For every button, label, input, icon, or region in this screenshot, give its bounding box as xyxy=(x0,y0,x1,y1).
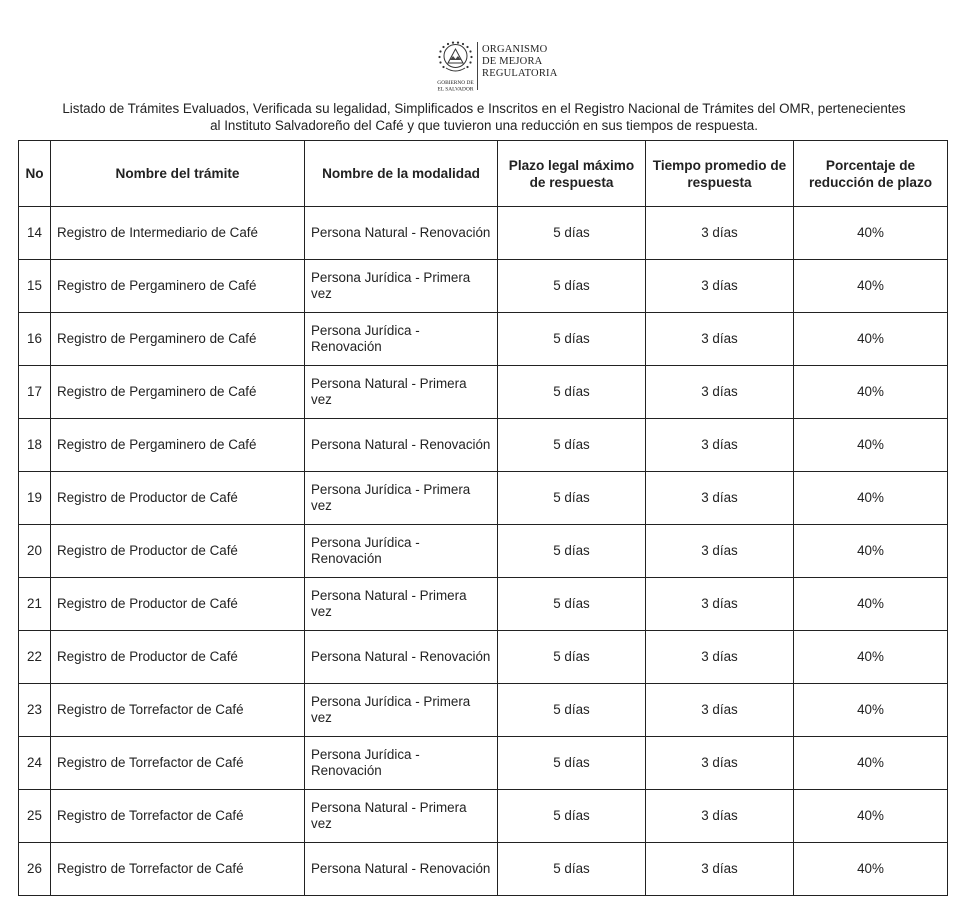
cell-tiempo-promedio: 3 días xyxy=(646,207,794,260)
cell-modalidad: Persona Jurídica - Renovación xyxy=(305,525,498,578)
cell-tiempo-promedio: 3 días xyxy=(646,578,794,631)
cell-tiempo-promedio: 3 días xyxy=(646,419,794,472)
table-row xyxy=(19,631,948,684)
cell-modalidad: Persona Jurídica - Renovación xyxy=(305,313,498,366)
table-row xyxy=(19,578,948,631)
cell-porcentaje: 40% xyxy=(794,525,948,578)
cell-tramite: Registro de Pergaminero de Café xyxy=(51,419,305,472)
cell-tiempo-promedio: 3 días xyxy=(646,260,794,313)
cell-porcentaje: 40% xyxy=(794,737,948,790)
table-row xyxy=(19,207,948,260)
cell-no: 23 xyxy=(19,684,51,737)
cell-no: 15 xyxy=(19,260,51,313)
table-row xyxy=(19,737,948,790)
cell-porcentaje: 40% xyxy=(794,260,948,313)
cell-tramite: Registro de Productor de Café xyxy=(51,472,305,525)
tramites-table xyxy=(18,140,948,896)
cell-modalidad: Persona Natural - Renovación xyxy=(305,419,498,472)
cell-plazo-legal: 5 días xyxy=(498,207,646,260)
col-header-modalidad: Nombre de la modalidad xyxy=(305,141,498,207)
table-row xyxy=(19,525,948,578)
cell-modalidad: Persona Jurídica - Primera vez xyxy=(305,472,498,525)
cell-plazo-legal: 5 días xyxy=(498,578,646,631)
cell-tiempo-promedio: 3 días xyxy=(646,313,794,366)
col-header-tiempo-promedio: Tiempo promedio de respuesta xyxy=(646,141,794,207)
cell-tiempo-promedio: 3 días xyxy=(646,737,794,790)
cell-no: 24 xyxy=(19,737,51,790)
cell-tramite: Registro de Torrefactor de Café xyxy=(51,790,305,843)
cell-plazo-legal: 5 días xyxy=(498,631,646,684)
cell-modalidad: Persona Natural - Primera vez xyxy=(305,790,498,843)
cell-porcentaje: 40% xyxy=(794,472,948,525)
org-name-line-2: DE MEJORA xyxy=(482,56,543,67)
cell-tiempo-promedio: 3 días xyxy=(646,525,794,578)
table-row xyxy=(19,419,948,472)
seal-caption-line-1: GOBIERNO DE xyxy=(437,80,474,86)
cell-plazo-legal: 5 días xyxy=(498,525,646,578)
intro-line-2: al Instituto Salvadoreño del Café y que tuvieron una reducción en sus tiempos de respuesta. xyxy=(210,118,758,133)
cell-porcentaje: 40% xyxy=(794,366,948,419)
cell-porcentaje: 40% xyxy=(794,207,948,260)
cell-porcentaje: 40% xyxy=(794,419,948,472)
cell-no: 25 xyxy=(19,790,51,843)
cell-modalidad: Persona Natural - Renovación xyxy=(305,631,498,684)
cell-tramite: Registro de Intermediario de Café xyxy=(51,207,305,260)
table-row xyxy=(19,260,948,313)
logo-divider xyxy=(477,42,478,90)
cell-porcentaje: 40% xyxy=(794,790,948,843)
cell-tramite: Registro de Productor de Café xyxy=(51,631,305,684)
cell-modalidad: Persona Natural - Renovación xyxy=(305,207,498,260)
cell-modalidad: Persona Jurídica - Primera vez xyxy=(305,260,498,313)
table-row xyxy=(19,790,948,843)
cell-modalidad: Persona Natural - Renovación xyxy=(305,843,498,896)
intro-line-1: Listado de Trámites Evaluados, Verificada su legalidad, Simplificados e Inscritos en el Registro Nacional de Trámites del OMR, pertenecientes xyxy=(62,101,906,116)
table-row xyxy=(19,366,948,419)
cell-plazo-legal: 5 días xyxy=(498,737,646,790)
cell-no: 19 xyxy=(19,472,51,525)
org-name-line-3: REGULATORIA xyxy=(482,68,558,79)
cell-porcentaje: 40% xyxy=(794,578,948,631)
cell-tramite: Registro de Pergaminero de Café xyxy=(51,260,305,313)
cell-porcentaje: 40% xyxy=(794,313,948,366)
cell-porcentaje: 40% xyxy=(794,843,948,896)
cell-tiempo-promedio: 3 días xyxy=(646,684,794,737)
table-row xyxy=(19,313,948,366)
cell-no: 14 xyxy=(19,207,51,260)
cell-tiempo-promedio: 3 días xyxy=(646,631,794,684)
cell-plazo-legal: 5 días xyxy=(498,843,646,896)
cell-no: 18 xyxy=(19,419,51,472)
org-name xyxy=(482,44,558,80)
cell-tiempo-promedio: 3 días xyxy=(646,790,794,843)
cell-plazo-legal: 5 días xyxy=(498,790,646,843)
col-header-no: No xyxy=(19,141,51,207)
cell-tiempo-promedio: 3 días xyxy=(646,366,794,419)
intro-text xyxy=(14,100,954,134)
cell-modalidad: Persona Natural - Primera vez xyxy=(305,366,498,419)
cell-tramite: Registro de Torrefactor de Café xyxy=(51,843,305,896)
cell-no: 20 xyxy=(19,525,51,578)
cell-porcentaje: 40% xyxy=(794,684,948,737)
cell-tramite: Registro de Torrefactor de Café xyxy=(51,737,305,790)
col-header-tramite: Nombre del trámite xyxy=(51,141,305,207)
cell-tramite: Registro de Pergaminero de Café xyxy=(51,313,305,366)
table-header-row xyxy=(19,141,948,207)
cell-tramite: Registro de Pergaminero de Café xyxy=(51,366,305,419)
cell-plazo-legal: 5 días xyxy=(498,419,646,472)
cell-tiempo-promedio: 3 días xyxy=(646,472,794,525)
cell-modalidad: Persona Jurídica - Primera vez xyxy=(305,684,498,737)
table-row xyxy=(19,472,948,525)
cell-modalidad: Persona Natural - Primera vez xyxy=(305,578,498,631)
table-row xyxy=(19,843,948,896)
cell-plazo-legal: 5 días xyxy=(498,684,646,737)
cell-plazo-legal: 5 días xyxy=(498,366,646,419)
el-salvador-seal-icon xyxy=(432,38,478,94)
cell-plazo-legal: 5 días xyxy=(498,313,646,366)
col-header-porcentaje: Porcentaje de reducción de plazo xyxy=(794,141,948,207)
cell-plazo-legal: 5 días xyxy=(498,472,646,525)
cell-porcentaje: 40% xyxy=(794,631,948,684)
cell-no: 26 xyxy=(19,843,51,896)
cell-tiempo-promedio: 3 días xyxy=(646,843,794,896)
cell-modalidad: Persona Jurídica - Renovación xyxy=(305,737,498,790)
seal-caption-line-2: EL SALVADOR xyxy=(437,86,474,93)
cell-no: 17 xyxy=(19,366,51,419)
cell-no: 22 xyxy=(19,631,51,684)
cell-plazo-legal: 5 días xyxy=(498,260,646,313)
cell-no: 16 xyxy=(19,313,51,366)
cell-tramite: Registro de Productor de Café xyxy=(51,578,305,631)
cell-tramite: Registro de Torrefactor de Café xyxy=(51,684,305,737)
cell-no: 21 xyxy=(19,578,51,631)
org-name-line-1: ORGANISMO xyxy=(482,44,548,55)
cell-tramite: Registro de Productor de Café xyxy=(51,525,305,578)
col-header-plazo-legal: Plazo legal máximo de respuesta xyxy=(498,141,646,207)
omr-logo xyxy=(432,38,572,96)
seal-caption xyxy=(437,80,474,93)
table-row xyxy=(19,684,948,737)
